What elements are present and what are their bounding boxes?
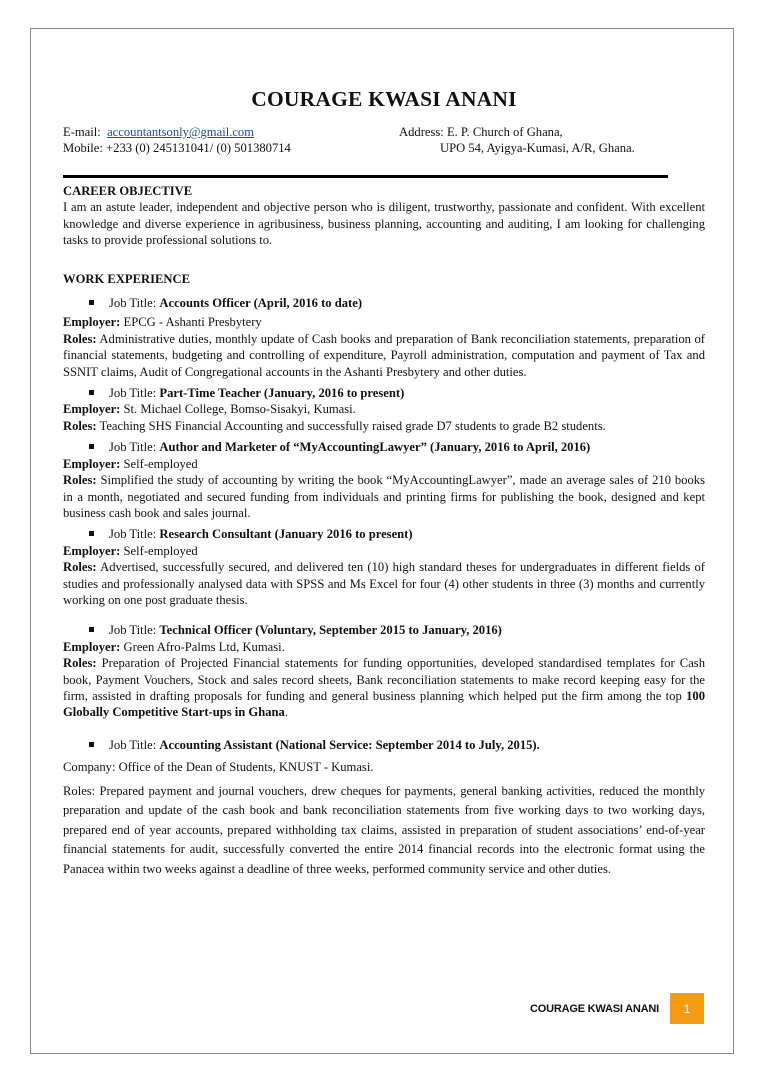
bullet-icon [89, 742, 94, 747]
address-label: Address: [399, 125, 444, 139]
address-row [399, 124, 563, 140]
resume-name: COURAGE KWASI ANANI [251, 87, 517, 111]
job-roles: Roles: Simplified the study of accounting by writing the book “MyAccountingLawyer”, made an average sales of 210 books in a month, negotiated and secured funding from individuals and printing firms for publishing the book, designed and kept business cash book and sales journal. [63, 473, 705, 520]
job-title-row [63, 439, 705, 455]
mobile-label: Mobile: [63, 141, 103, 155]
job-title-row [63, 737, 705, 753]
job-title-label: Job Title: [109, 737, 160, 752]
resume-content [63, 80, 705, 880]
objective-text: I am an astute leader, independent and objective person who is diligent, trustworthy, passionate and confident. With excellent knowledge and diverse experience in agribusiness, business planning, accounting and auditing, I am looking for challenging tasks to provide professional solutions to. [63, 200, 705, 248]
address-line1: E. P. Church of Ghana, [446, 125, 563, 139]
contact-block [63, 124, 705, 156]
header-divider [63, 175, 668, 178]
job-roles: Roles: Administrative duties, monthly update of Cash books and preparation of Bank reconciliation statements, preparation of financial statements, budgeting and controlling of expenditure, Payroll administration, computation and payment of Tax and SSNIT claims, Audit of Congregational accounts in the Ashanti Presbytery and other duties. [63, 331, 705, 379]
objective-heading: CAREER OBJECTIVE [63, 184, 193, 198]
job-roles: Roles: Advertised, successfully secured, and delivered ten (10) high standard theses for undergraduates in different fields of studies and professionally analysed data with SPSS and Ms Excel for four (4) other students in three (3) months and currently working on one post graduate thesis. [63, 560, 705, 607]
job-roles: Roles: Preparation of Projected Financial statements for funding opportunities, developed standardised templates for Cash book, Payment Vouchers, Stock and sales record sheets, Bank reconciliation statements to make record keeping easy for the firm, assisted in drafting proposals for funding and general business planning which helped put the firm among the top 100 Globally Competitive Start-ups in Ghana. [63, 656, 705, 720]
bullet-icon [89, 531, 94, 536]
job-title: Accounts Officer (April, 2016 to date) [159, 296, 363, 311]
work-heading: WORK EXPERIENCE [63, 271, 191, 286]
footer-name: COURAGE KWASI ANANI [530, 1003, 660, 1015]
bullet-icon [89, 444, 94, 449]
address-line2: UPO 54, Ayigya-Kumasi, A/R, Ghana. [440, 141, 635, 155]
job-roles: Roles: Teaching SHS Financial Accounting and successfully raised grade D7 students to grade B2 students. [63, 418, 606, 433]
bullet-icon [89, 390, 94, 395]
job-roles: Roles: Prepared payment and journal vouchers, drew cheques for payments, general banking activities, reduced the monthly preparation and update of the cash book and bank reconciliation statements from five working days to two working days, prepared end of year accounts, prepared withholding tax claims, assisted in preparation of student associations’ end-of-year financial statements for audit, successfully converted the entire 2014 financial records into the electronic format using the Panacea within two weeks against a deadline of three weeks, performed community service and other duties. [63, 783, 705, 876]
job-employer: Employer: Self-employed [63, 456, 198, 471]
job-title-label: Job Title: [109, 623, 160, 638]
job-company: Company: Office of the Dean of Students, KNUST - Kumasi. [63, 760, 374, 775]
job-title-label: Job Title: [109, 296, 160, 311]
job-employer: Employer: Self-employed [63, 543, 198, 558]
mobile-number: +233 (0) 245131041/ (0) 501380714 [106, 141, 291, 155]
email-link[interactable]: accountantsonly@gmail.com [107, 125, 255, 139]
job-employer: Employer: Green Afro-Palms Ltd, Kumasi. [63, 639, 285, 654]
mobile-row [63, 140, 291, 156]
job-title-row [63, 385, 705, 401]
job-employer: Employer: St. Michael College, Bomso-Sisakyi, Kumasi. [63, 402, 356, 417]
bullet-icon [89, 627, 94, 632]
job-title: Author and Marketer of “MyAccountingLawyer” (January, 2016 to April, 2016) [159, 440, 591, 455]
job-title-row [63, 526, 705, 542]
job-title-label: Job Title: [109, 440, 160, 455]
job-title: Technical Officer (Voluntary, September 2015 to January, 2016) [159, 623, 502, 638]
job-title-row [63, 622, 705, 638]
email-label: E-mail: [63, 125, 101, 139]
job-title: Part-Time Teacher (January, 2016 to present) [159, 386, 405, 401]
job-title-row [63, 295, 705, 311]
job-title: Research Consultant (January 2016 to present) [159, 527, 413, 542]
page-number: 1 [670, 993, 704, 1024]
job-title-label: Job Title: [109, 527, 160, 542]
job-title-label: Job Title: [109, 386, 160, 401]
email-row [63, 124, 254, 140]
job-employer: Employer: EPCG - Ashanti Presbytery [63, 315, 262, 330]
job-title: Accounting Assistant (National Service: September 2014 to July, 2015). [159, 737, 540, 752]
bullet-icon [89, 300, 94, 305]
